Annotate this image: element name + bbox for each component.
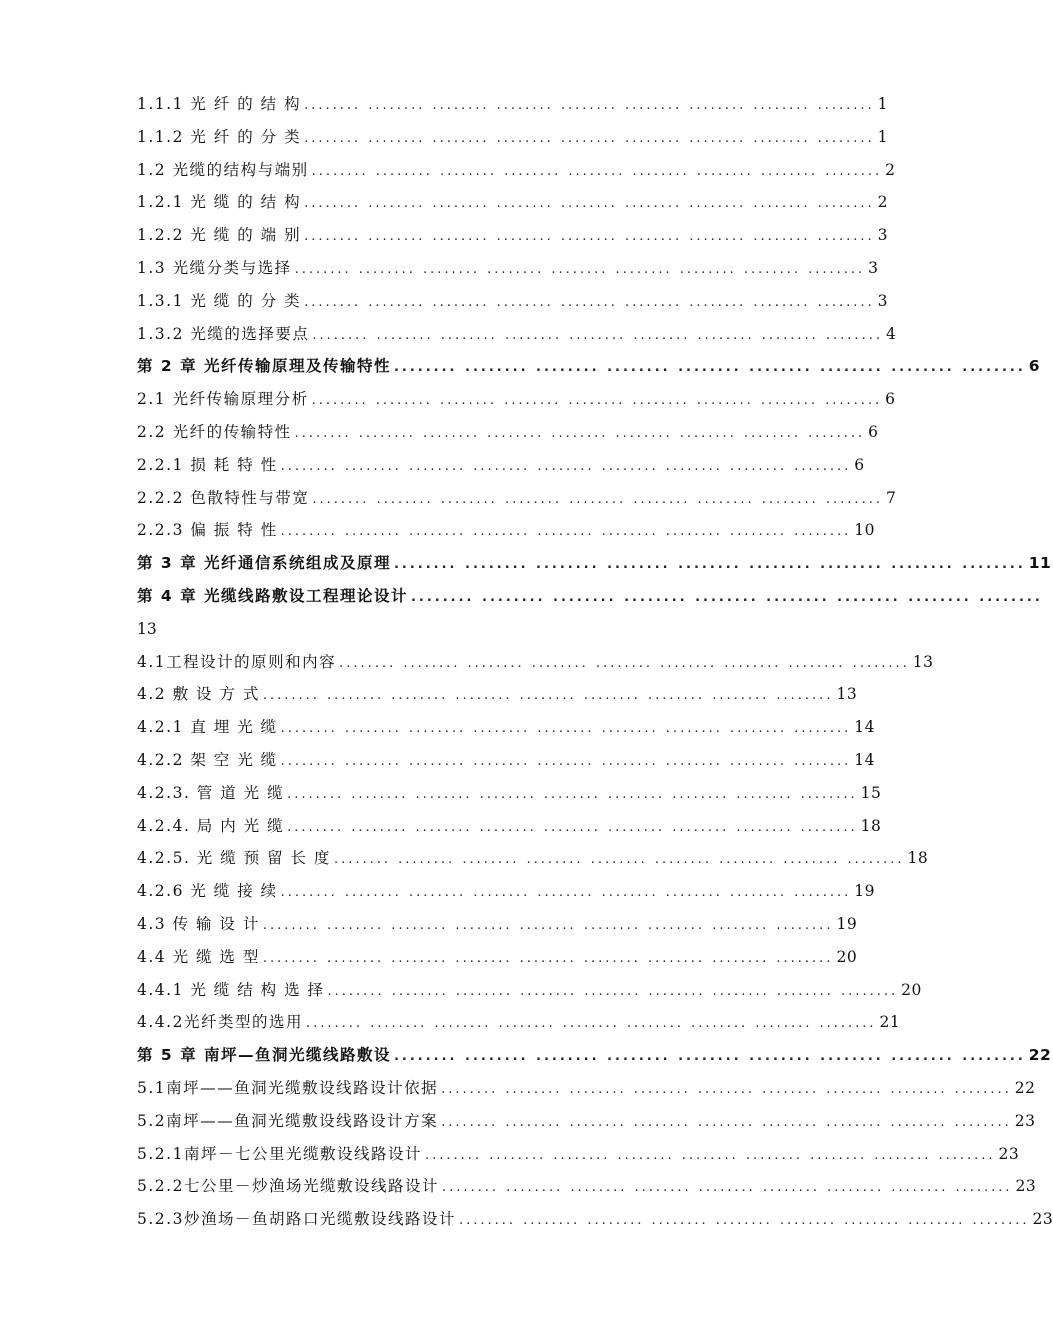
toc-entry-title: 4.4.1 光 缆 结 构 选 择: [137, 980, 325, 999]
dot-leader: ........ ........ ........ ........ ........ ........ ........ ........ ........: [311, 393, 883, 409]
dot-leader: ........ ........ ........ ........ ........ ........ ........ ........ ........: [441, 1081, 1012, 1097]
toc-page-number: 13: [137, 619, 157, 638]
dot-leader: ........ ........ ........ ........ ........ ........ ........ ........ ........: [410, 589, 1043, 605]
toc-entry-title: 1.2.1 光 缆 的 结 构: [137, 193, 302, 212]
toc-entry[interactable]: [137, 646, 934, 679]
toc-entry-title: 4.3 传 输 设 计: [137, 914, 260, 933]
toc-page-number: 11: [1028, 554, 1052, 573]
toc-page-number: 6: [854, 455, 865, 474]
toc-page-number: 1: [877, 95, 889, 113]
toc-entry[interactable]: [137, 1072, 1036, 1105]
toc-entry-title: 第 3 章 光纤通信系统组成及原理: [137, 554, 391, 573]
toc-entry[interactable]: [137, 514, 875, 547]
toc-page-number: 19: [836, 914, 858, 933]
toc-page-number: 23: [1014, 1111, 1036, 1130]
toc-page-number: 22: [1014, 1078, 1036, 1097]
dot-leader: ........ ........ ........ ........ ........ ........ ........ ........ ........: [287, 819, 858, 835]
toc-entry[interactable]: [137, 1105, 1036, 1138]
toc-entry[interactable]: [137, 449, 865, 482]
toc-page-number: 10: [854, 521, 875, 540]
dot-leader: ........ ........ ........ ........ ........ ........ ........ ........ ........: [280, 885, 852, 901]
dot-leader: ........ ........ ........ ........ ........ ........ ........ ........ ........: [304, 294, 875, 310]
toc-chapter-entry[interactable]: [137, 547, 1052, 580]
toc-page-number: 3: [877, 291, 889, 310]
toc-page-number: 4: [885, 324, 897, 343]
toc-entry[interactable]: [137, 875, 875, 908]
toc-entry-title: 第 4 章 光缆线路敷设工程理论设计: [137, 586, 408, 605]
dot-leader: ........ ........ ........ ........ ........ ........ ........ ........ ........: [280, 721, 852, 737]
toc-entry[interactable]: [137, 186, 889, 219]
dot-leader: ........ ........ ........ ........ ........ ........ ........ ........ ........: [262, 917, 834, 933]
toc-entry-title: 4.1工程设计的原则和内容: [137, 652, 337, 671]
dot-leader: ........ ........ ........ ........ ........ ........ ........ ........ ........: [304, 130, 875, 146]
toc-page-number: 13: [836, 685, 858, 704]
toc-page-number: 23: [998, 1144, 1020, 1163]
toc-entry[interactable]: [137, 416, 879, 449]
toc-entry-title: 1.1.1 光 纤 的 结 构: [137, 95, 302, 113]
dot-leader: ........ ........ ........ ........ ........ ........ ........ ........ ........: [280, 753, 852, 769]
toc-entry-title: 4.2.6 光 缆 接 续: [137, 882, 278, 901]
dot-leader: ........ ........ ........ ........ ........ ........ ........ ........ ........: [304, 229, 875, 245]
dot-leader: ........ ........ ........ ........ ........ ........ ........ ........ ........: [312, 327, 883, 343]
dot-leader: ........ ........ ........ ........ ........ ........ ........ ........ ........: [441, 1114, 1012, 1130]
toc-entry-title: 2.2.2 色散特性与带宽: [137, 488, 310, 507]
dot-leader: ........ ........ ........ ........ ........ ........ ........ ........ ........: [327, 983, 899, 999]
toc-entry-title: 1.3.1 光 缆 的 分 类: [137, 291, 302, 310]
dot-leader: ........ ........ ........ ........ ........ ........ ........ ........ ........: [311, 163, 883, 179]
dot-leader: ........ ........ ........ ........ ........ ........ ........ ........ ........: [458, 1213, 1030, 1229]
dot-leader: ........ ........ ........ ........ ........ ........ ........ ........ ........: [294, 425, 866, 441]
toc-entry-title: 2.1 光纤传输原理分析: [137, 390, 309, 409]
toc-entry[interactable]: [137, 1203, 1053, 1236]
toc-entry[interactable]: [137, 318, 897, 351]
dot-leader: ........ ........ ........ ........ ........ ........ ........ ........ ........: [441, 1180, 1013, 1196]
dot-leader: ........ ........ ........ ........ ........ ........ ........ ........ ........: [305, 1016, 877, 1032]
toc-entry[interactable]: [137, 810, 882, 843]
dot-leader: ........ ........ ........ ........ ........ ........ ........ ........ ........: [312, 491, 883, 507]
toc-entry-title: 4.2.4. 局 内 光 缆: [137, 816, 285, 835]
toc-chapter-entry[interactable]: [137, 580, 1043, 613]
toc-entry-title: 5.2.1南坪－七公里光缆敷设线路设计: [137, 1144, 422, 1163]
dot-leader: ........ ........ ........ ........ ........ ........ ........ ........ ........: [393, 557, 1026, 573]
dot-leader: ........ ........ ........ ........ ........ ........ ........ ........ ........: [393, 1049, 1026, 1065]
table-of-contents: [137, 88, 1053, 1236]
toc-page-number: 23: [1032, 1210, 1053, 1229]
toc-entry-title: 2.2.3 偏 振 特 性: [137, 521, 278, 540]
toc-page-number: 20: [901, 980, 922, 999]
toc-entry[interactable]: [137, 744, 875, 777]
toc-entry[interactable]: [137, 711, 875, 744]
dot-leader: ........ ........ ........ ........ ........ ........ ........ ........ ........: [262, 688, 834, 704]
toc-entry[interactable]: [137, 1170, 1037, 1203]
toc-page-number: 21: [879, 1013, 901, 1032]
toc-page-number: 20: [836, 947, 858, 966]
toc-entry-title: 5.2.2七公里－炒渔场光缆敷设线路设计: [137, 1177, 439, 1196]
toc-page-number: 2: [877, 193, 889, 212]
toc-entry[interactable]: [137, 88, 889, 121]
toc-entry-title: 1.1.2 光 纤 的 分 类: [137, 127, 302, 146]
toc-entry-title: 第 2 章 光纤传输原理及传输特性: [137, 357, 391, 376]
dot-leader: ........ ........ ........ ........ ........ ........ ........ ........ ........: [262, 950, 834, 966]
toc-entry[interactable]: [137, 941, 858, 974]
toc-entry-title: 4.2.3. 管 道 光 缆: [137, 783, 285, 802]
dot-leader: ........ ........ ........ ........ ........ ........ ........ ........ ........: [424, 1147, 996, 1163]
toc-entry[interactable]: [137, 252, 879, 285]
toc-entry[interactable]: [137, 842, 929, 875]
toc-entry-title: 1.3.2 光缆的选择要点: [137, 324, 310, 343]
toc-entry-title: 5.2南坪——鱼洞光缆敷设线路设计方案: [137, 1111, 439, 1130]
toc-page-number: 6: [868, 422, 879, 441]
toc-chapter-entry[interactable]: [137, 350, 1041, 383]
toc-entry-title: 4.4.2光纤类型的选用: [137, 1013, 303, 1032]
toc-entry-title: 第 5 章 南坪—鱼洞光缆线路敷设: [137, 1046, 391, 1065]
dot-leader: ........ ........ ........ ........ ........ ........ ........ ........ ........: [393, 360, 1026, 376]
toc-page-number: 23: [1015, 1177, 1037, 1196]
toc-entry[interactable]: [137, 482, 897, 515]
toc-page-number: 6: [885, 390, 896, 409]
toc-page-number: 2: [885, 160, 896, 179]
dot-leader: ........ ........ ........ ........ ........ ........ ........ ........ ........: [304, 98, 875, 113]
toc-page-number: 7: [885, 488, 897, 507]
toc-entry-title: 5.1南坪——鱼洞光缆敷设线路设计依据: [137, 1078, 439, 1097]
toc-entry-title: 1.2.2 光 缆 的 端 别: [137, 226, 302, 245]
toc-entry[interactable]: [137, 154, 896, 187]
toc-page-number: 1: [877, 127, 889, 146]
toc-entry-title: 4.2.2 架 空 光 缆: [137, 750, 278, 769]
toc-entry[interactable]: [137, 219, 889, 252]
toc-entry[interactable]: [137, 908, 858, 941]
dot-leader: ........ ........ ........ ........ ........ ........ ........ ........ ........: [287, 786, 858, 802]
toc-entry-title: 4.2.5. 光 缆 预 留 长 度: [137, 849, 331, 868]
dot-leader: ........ ........ ........ ........ ........ ........ ........ ........ ........: [280, 458, 852, 474]
toc-page-number: 19: [854, 882, 875, 901]
toc-chapter-entry[interactable]: [137, 1039, 1052, 1072]
toc-page-number: 14: [854, 718, 875, 737]
toc-entry-title: 1.3 光缆分类与选择: [137, 258, 292, 277]
toc-entry-title: 4.2 敷 设 方 式: [137, 685, 260, 704]
toc-page-number: 22: [1028, 1046, 1052, 1065]
toc-page-number: 15: [860, 783, 882, 802]
toc-entry[interactable]: [137, 678, 858, 711]
toc-page-number: 3: [877, 226, 889, 245]
toc-entry-title: 5.2.3炒渔场－鱼胡路口光缆敷设线路设计: [137, 1210, 456, 1229]
toc-entry[interactable]: [137, 974, 922, 1007]
toc-page-number: 18: [860, 816, 882, 835]
toc-entry-title: 1.2 光缆的结构与端别: [137, 160, 309, 179]
toc-entry[interactable]: [137, 777, 882, 810]
toc-page-number: 6: [1028, 357, 1041, 376]
toc-entry-title: 2.2 光纤的传输特性: [137, 422, 292, 441]
dot-leader: ........ ........ ........ ........ ........ ........ ........ ........ ........: [339, 655, 910, 671]
toc-entry[interactable]: [137, 285, 889, 318]
dot-leader: ........ ........ ........ ........ ........ ........ ........ ........ ........: [280, 524, 852, 540]
toc-entry-title: 4.4 光 缆 选 型: [137, 947, 260, 966]
toc-entry-title: 2.2.1 损 耗 特 性: [137, 455, 278, 474]
dot-leader: ........ ........ ........ ........ ........ ........ ........ ........ ........: [333, 852, 905, 868]
toc-page-number: 3: [868, 258, 879, 277]
toc-page-number: 18: [907, 849, 929, 868]
toc-entry[interactable]: [137, 383, 896, 416]
toc-page-number: 14: [854, 750, 875, 769]
dot-leader: ........ ........ ........ ........ ........ ........ ........ ........ ........: [304, 196, 875, 212]
dot-leader: ........ ........ ........ ........ ........ ........ ........ ........ ........: [294, 261, 866, 277]
toc-entry-title: 4.2.1 直 埋 光 缆: [137, 718, 278, 737]
toc-entry[interactable]: [137, 1006, 901, 1039]
toc-entry[interactable]: [137, 1138, 1020, 1171]
toc-entry[interactable]: [137, 121, 889, 154]
toc-page-number: 13: [912, 652, 934, 671]
